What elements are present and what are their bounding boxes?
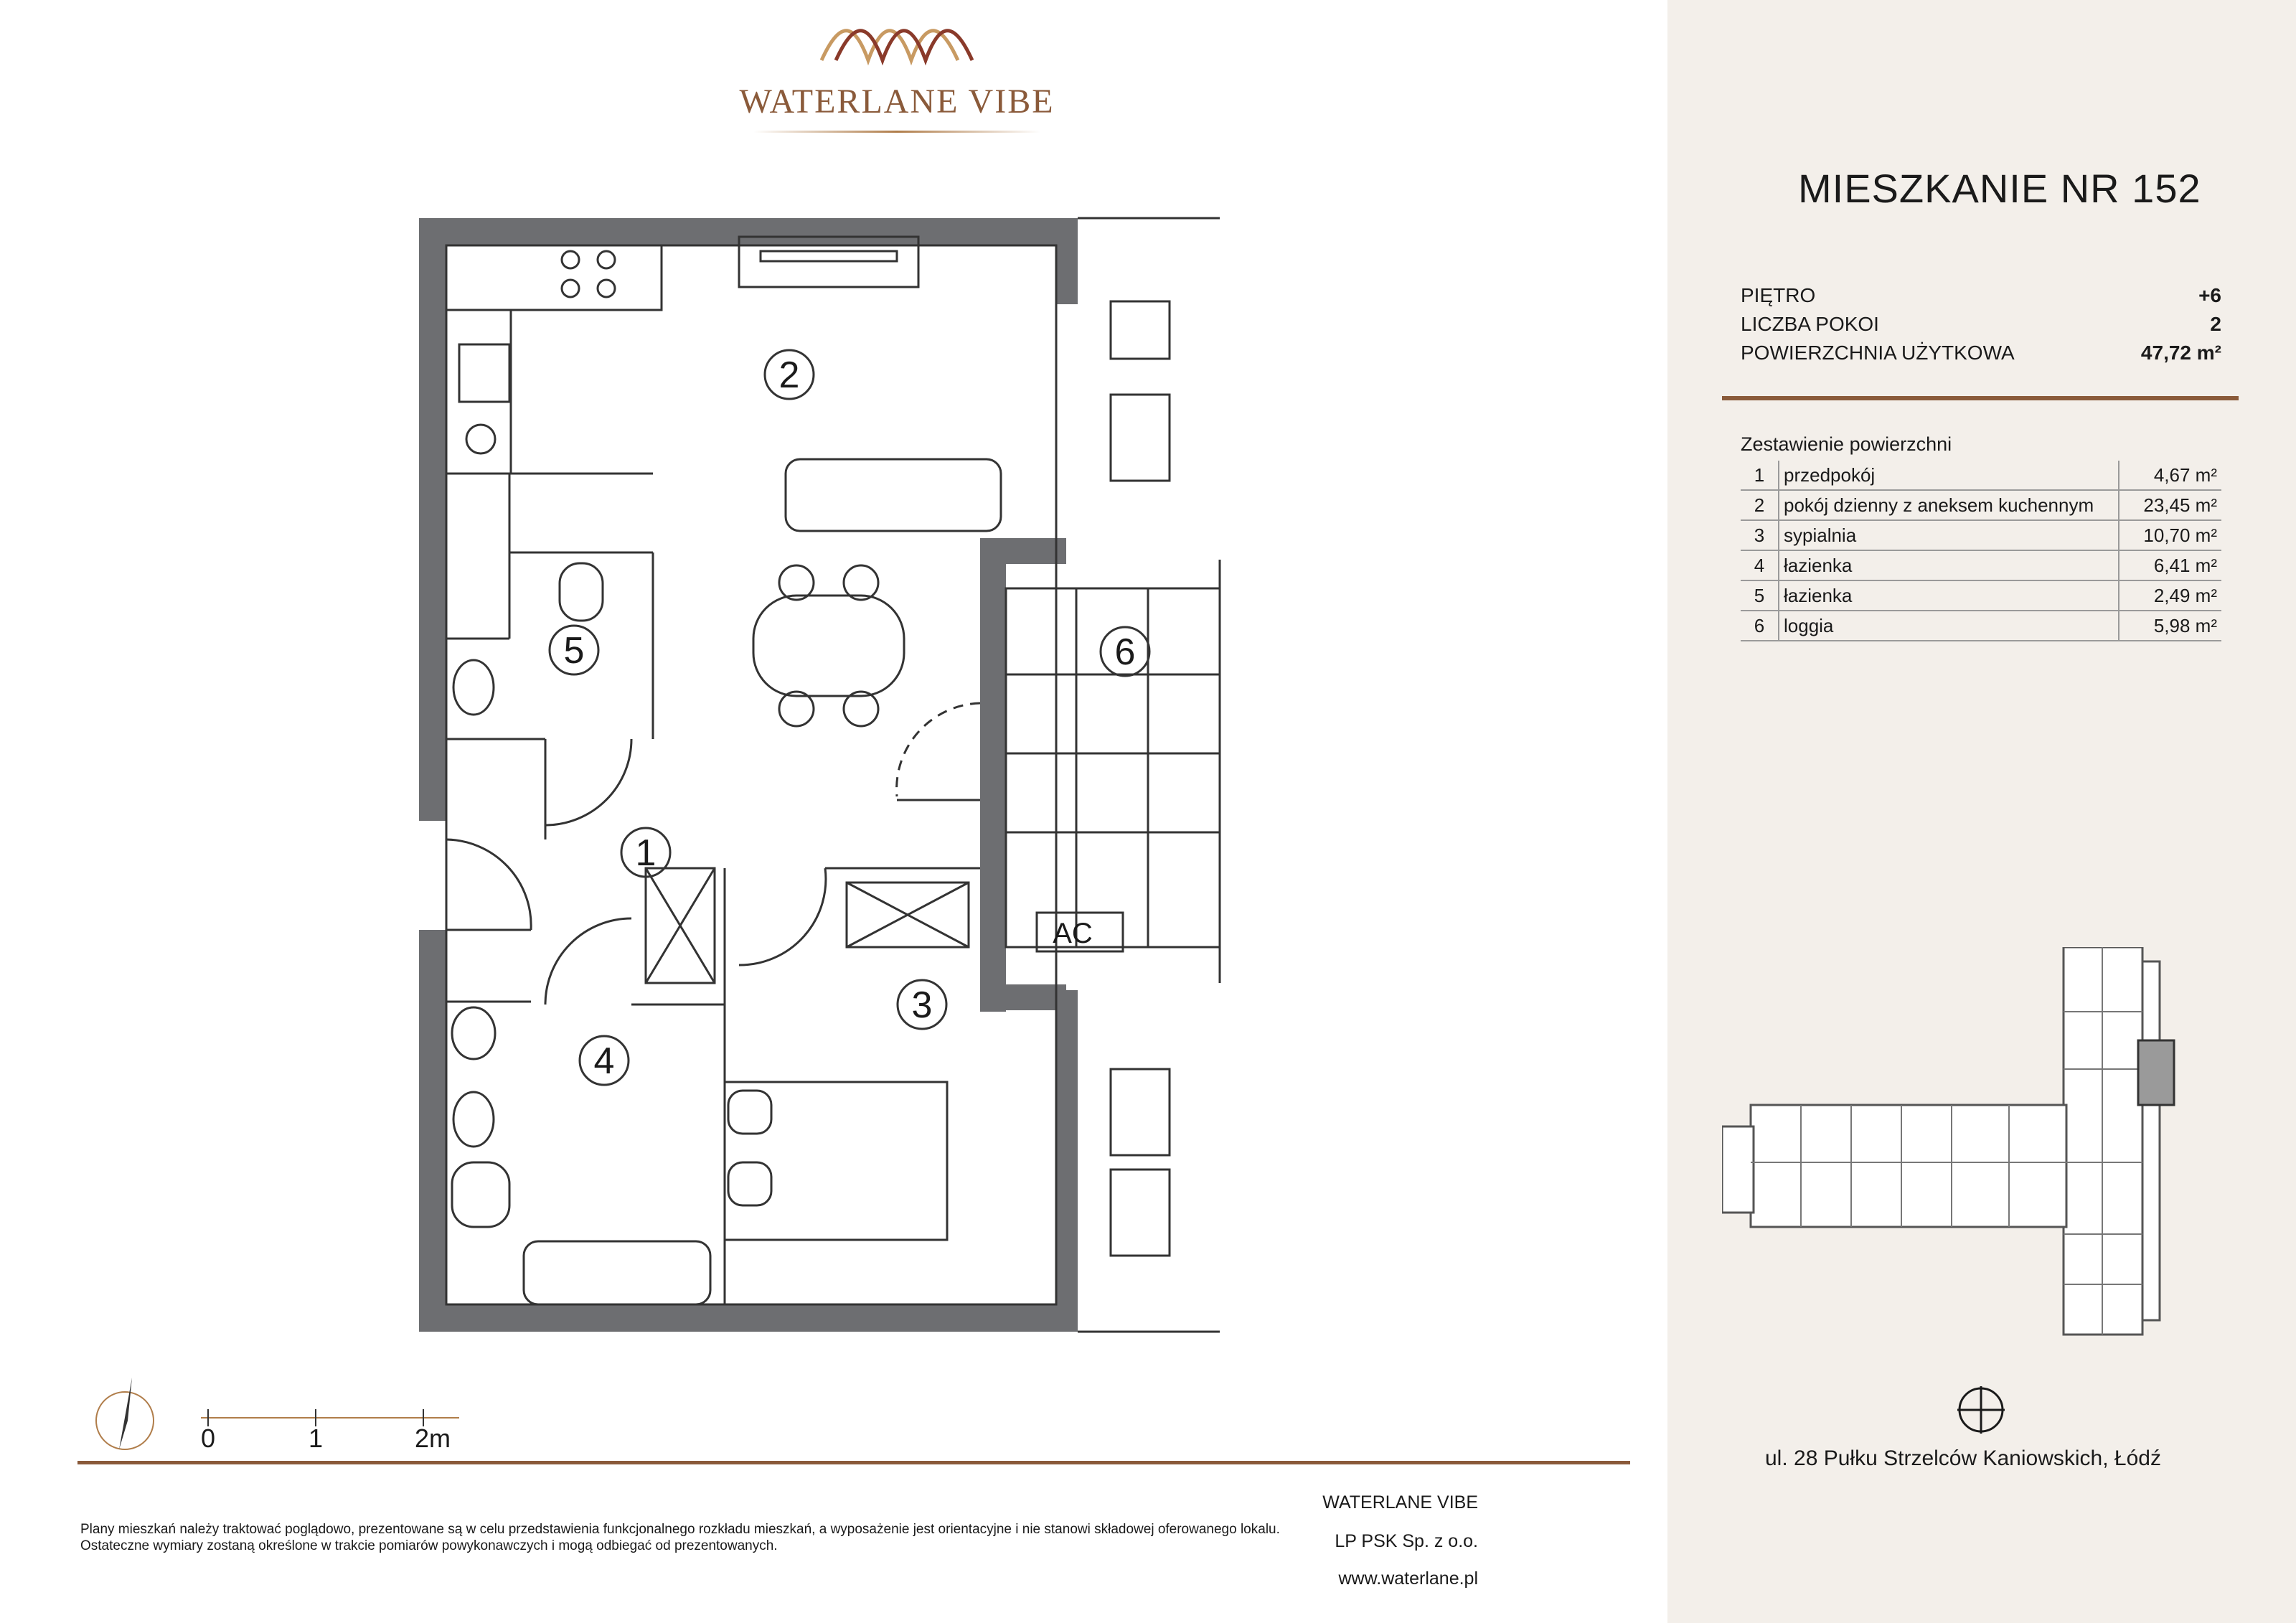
row-num: 2 [1741,490,1779,520]
room-number-6: 6 [1114,631,1136,673]
info-divider [1722,396,2239,400]
bottom-rule [77,1461,1630,1464]
north-compass-icon [92,1378,158,1457]
room-number-4: 4 [593,1040,615,1082]
row-name: łazienka [1779,550,2119,580]
table-row [1741,490,2221,520]
scale-label-1: 1 [309,1424,324,1453]
row-name: przedpokój [1779,461,2119,490]
footer-website[interactable]: www.waterlane.pl [1338,1568,1478,1589]
room-number-1: 1 [635,832,657,874]
logo-text: WATERLANE VIBE [739,83,1055,121]
compass-icon [1956,1385,2006,1435]
rooms-label: LICZBA POKOI [1741,313,1879,335]
room-number-3: 3 [911,984,933,1026]
apartment-title: MIESZKANIE NR 152 [1798,166,2201,211]
scale-label-0: 0 [201,1424,216,1453]
address: ul. 28 Pułku Strzelców Kaniowskich, Łódź [1765,1446,2161,1470]
row-name: łazienka [1779,580,2119,611]
scale-label-2m: 2m [415,1424,451,1453]
area-summary-table [1741,461,2221,641]
table-row [1741,461,2221,490]
row-num: 4 [1741,550,1779,580]
row-name: pokój dzienny z aneksem kuchennym [1779,490,2119,520]
footer-company: WATERLANE VIBE [1322,1492,1478,1513]
footer-entity: LP PSK Sp. z o.o. [1335,1531,1478,1551]
rooms-value: 2 [2210,313,2221,335]
floor-value: +6 [2198,284,2221,306]
row-area: 23,45 m² [2119,490,2221,520]
brand-logo [739,17,1055,146]
building-key-plan [1722,947,2224,1349]
table-row [1741,611,2221,641]
wave-logo-icon [818,17,976,67]
plan-walls [419,218,1078,1332]
row-name: loggia [1779,611,2119,641]
row-num: 1 [1741,461,1779,490]
logo-underline [753,131,1040,133]
area-value: 47,72 m² [2140,342,2221,364]
floor-plan [402,208,1248,1356]
plan-interior [446,218,1220,1332]
row-area: 4,67 m² [2119,461,2221,490]
room-number-2: 2 [778,354,800,396]
floor-label: PIĘTRO [1741,284,1816,306]
table-row [1741,580,2221,611]
row-num: 3 [1741,520,1779,550]
disclaimer-line-2: Ostateczne wymiary zostaną określone w trakcie pomiarów powykonawczych i mogą odbiegać od prezentowanych. [80,1538,778,1553]
row-area: 6,41 m² [2119,550,2221,580]
table-row [1741,550,2221,580]
disclaimer-line-1: Plany mieszkań należy traktować poglądowo, prezentowane są w celu przedstawienia funkcjonalnego rozkładu mieszkań, a wyposażenie jest orientacyjne i nie stanowi składowej oferowanego lokalu. [80,1522,1280,1537]
area-label: POWIERZCHNIA UŻYTKOWA [1741,342,2015,364]
row-num: 6 [1741,611,1779,641]
info-panel [1667,0,2296,1623]
row-name: sypialnia [1779,520,2119,550]
ac-unit-label: AC [1053,918,1093,949]
table-row [1741,520,2221,550]
row-num: 5 [1741,580,1779,611]
disclaimer [80,1521,1444,1554]
row-area: 10,70 m² [2119,520,2221,550]
highlighted-unit [2138,1040,2174,1105]
summary-title: Zestawienie powierzchni [1741,433,1952,455]
row-area: 2,49 m² [2119,580,2221,611]
room-number-5: 5 [563,630,585,672]
row-area: 5,98 m² [2119,611,2221,641]
room-markers [550,350,1149,1085]
